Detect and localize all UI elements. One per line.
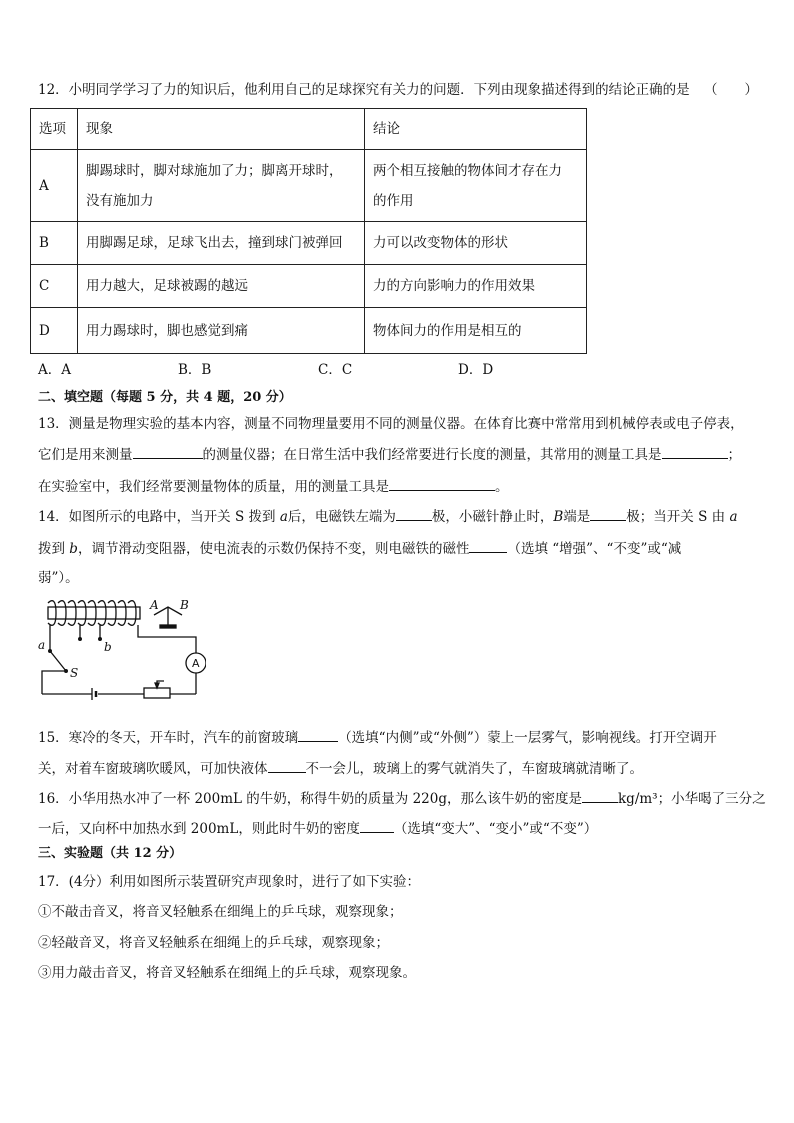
answer-blank[interactable] [133, 444, 203, 459]
q16-text: 16．小华用热水冲了一杯 200mL 的牛奶，称得牛奶的质量为 220g，那么该牛奶的密度是 [38, 791, 582, 807]
q15-line-1 [38, 727, 758, 748]
q14-text: 后，电磁铁左端为 [287, 509, 396, 525]
ammeter-label: A [192, 657, 200, 670]
question-12-stem [38, 80, 758, 100]
row-conclusion: 物体间力的作用是相互的 [365, 308, 587, 354]
choice-a[interactable]: A．A [38, 362, 71, 378]
row-conclusion: 力可以改变物体的形状 [365, 222, 587, 265]
table-row [31, 150, 587, 222]
q17-step-3: ③用力敲击音叉，将音叉轻触系在细绳上的乒乓球，观察现象。 [38, 965, 416, 981]
q14-text: ，调节滑动变阻器，使电流表的示数仍保持不变，则电磁铁的磁性 [77, 541, 470, 557]
table-row [31, 265, 587, 308]
answer-blank[interactable] [469, 538, 507, 553]
row-conclusion [365, 150, 587, 222]
row-option: B [31, 222, 78, 265]
q15-text: 不一会儿，玻璃上的雾气就消失了，车窗玻璃就清晰了。 [305, 761, 643, 777]
q14-text: 极；当开关 S 由 [626, 509, 726, 525]
answer-blank[interactable] [582, 788, 618, 803]
phenomenon-line-1: 脚踢球时，脚对球施加了力；脚离开球时， [86, 162, 343, 179]
conclusion-line-1: 两个相互接触的物体间才存在力 [373, 162, 562, 179]
answer-blank[interactable] [298, 727, 338, 742]
options-table [30, 108, 587, 354]
q14-var-b: b [69, 541, 78, 557]
q13-line-1: 13．测量是物理实验的基本内容，测量不同物理量要用不同的测量仪器。在体育比赛中常常用到机械停表或电子停表， [38, 416, 744, 432]
q16-text: （选填“变大”、“变小”或“不变”） [393, 821, 598, 837]
choice-d[interactable]: D．D [458, 362, 494, 378]
q14-var-B: B [553, 509, 564, 525]
section-3-heading: 三、实验题（共 12 分） [38, 846, 183, 861]
label-S: S [70, 666, 79, 680]
q16-text: 一后，又向杯中加热水到 200mL，则此时牛奶的密度 [38, 821, 360, 837]
header-phenomenon: 现象 [78, 109, 365, 150]
q14-var-a: a [729, 509, 738, 525]
choice-b[interactable]: B．B [178, 362, 212, 378]
row-phenomenon [78, 150, 365, 222]
circuit-diagram [36, 597, 206, 709]
label-A: A [150, 598, 159, 612]
answer-blank[interactable] [396, 506, 432, 521]
q13-line-3 [38, 476, 758, 497]
q14-var-a: a [279, 509, 288, 525]
q13-text: 它们是用来测量 [38, 447, 133, 463]
switch-lever [50, 651, 66, 671]
row-conclusion: 力的方向影响力的作用效果 [365, 265, 587, 308]
table-row [31, 308, 587, 354]
q16-line-2 [38, 818, 758, 839]
phenomenon-line-2: 没有施加力 [86, 192, 154, 209]
section-2-heading: 二、填空题（每题 5 分，共 4 题，20 分） [38, 390, 292, 405]
q14-text: 极，小磁针静止时， [431, 509, 554, 525]
q12-text: 12．小明同学学习了力的知识后，他利用自己的足球探究有关力的问题．下列由现象描述得到的结论正确的是 [38, 82, 690, 98]
choice-list [38, 360, 758, 380]
compass-base [160, 625, 176, 628]
answer-blank[interactable] [662, 444, 728, 459]
answer-blank[interactable] [268, 758, 306, 773]
q14-line-1 [38, 506, 758, 527]
q14-text: 14．如图所示的电路中，当开关 S 拨到 [38, 509, 276, 525]
conclusion-line-2: 的作用 [373, 192, 414, 209]
row-phenomenon: 用力越大，足球被踢的越远 [78, 265, 365, 308]
q16-text: kg/m³；小华喝了三分之 [618, 791, 766, 807]
row-option: C [31, 265, 78, 308]
q13-text: 。 [495, 479, 509, 495]
answer-paren: （ ） [704, 82, 758, 98]
q13-text: 的测量仪器；在日常生活中我们经常要进行长度的测量，其常用的测量工具是 [202, 447, 662, 463]
table-header-row [31, 109, 587, 150]
label-a: a [38, 638, 46, 652]
row-phenomenon: 用脚踢足球，足球飞出去，撞到球门被弹回 [78, 222, 365, 265]
row-option: A [31, 150, 78, 222]
label-b: b [104, 640, 112, 654]
coil [48, 601, 136, 626]
label-B: B [180, 598, 189, 612]
q13-line-2 [38, 444, 758, 465]
row-option: D [31, 308, 78, 354]
q16-line-1 [38, 788, 766, 809]
table-row [31, 222, 587, 265]
q13-text: 在实验室中，我们经常要测量物体的质量，用的测量工具是 [38, 479, 389, 495]
q14-line-2 [38, 538, 758, 559]
answer-blank[interactable] [590, 506, 626, 521]
header-conclusion: 结论 [365, 109, 587, 150]
choice-c[interactable]: C．C [318, 362, 353, 378]
q17-step-1: ①不敲击音叉，将音叉轻触系在细绳上的乒乓球，观察现象； [38, 904, 403, 920]
row-phenomenon: 用力踢球时，脚也感觉到痛 [78, 308, 365, 354]
q13-text: ； [727, 447, 741, 463]
q14-text: 拨到 [38, 541, 65, 557]
q14-text: 端是 [563, 509, 591, 525]
q17-step-2: ②轻敲音叉，将音叉轻触系在细绳上的乒乓球，观察现象； [38, 935, 389, 951]
q15-text: 关，对着车窗玻璃吹暖风，可加快液体 [38, 761, 268, 777]
q17-intro: 17．(4分）利用如图所示装置研究声现象时，进行了如下实验： [38, 874, 421, 890]
answer-blank[interactable] [360, 818, 394, 833]
header-option: 选项 [31, 109, 78, 150]
q14-text: （选填 “增强”、“不变”或“减 [507, 541, 682, 557]
q15-line-2 [38, 758, 758, 779]
q15-text: （选填“内侧”或“外侧”）蒙上一层雾气，影响视线。打开空调开 [338, 730, 717, 746]
answer-blank[interactable] [389, 476, 495, 491]
q14-line-3: 弱”）。 [38, 570, 79, 586]
q15-text: 15．寒冷的冬天，开车时，汽车的前窗玻璃 [38, 730, 299, 746]
